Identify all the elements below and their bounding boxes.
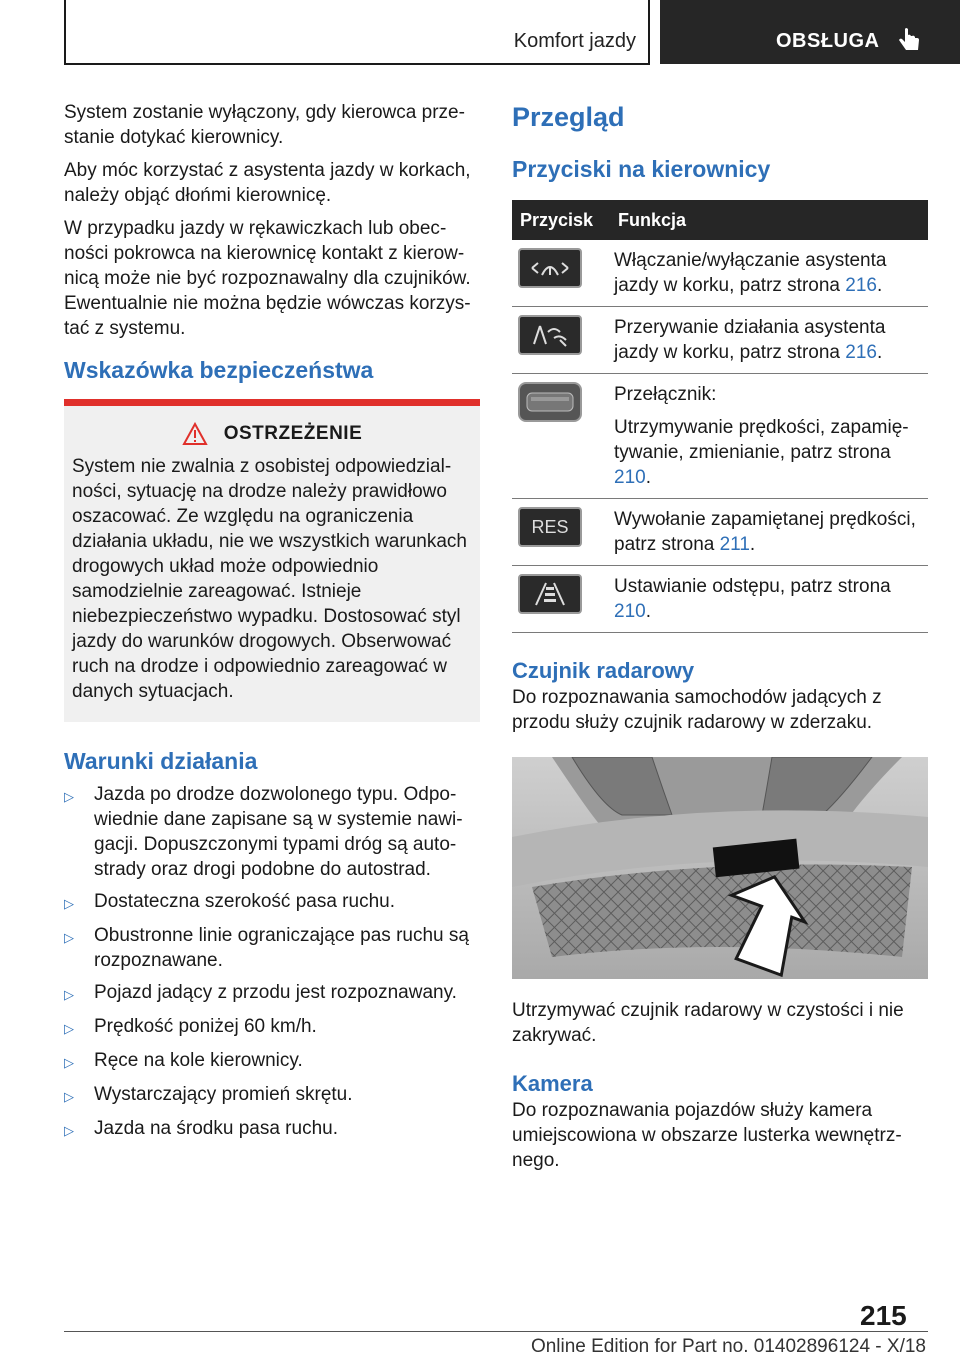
paragraph-deactivation: System zostanie wyłączony, gdy kierowca przestanie dotykać kierownicy.	[64, 102, 465, 148]
conditions-list	[64, 782, 480, 1143]
radar-sensor-photo	[512, 757, 928, 979]
hand-pointer-icon	[894, 26, 924, 56]
warning-header	[72, 422, 472, 446]
steering-assist-icon	[518, 248, 582, 288]
bullet-triangle-icon: ▷	[64, 987, 74, 1002]
steering-assist-interrupt-icon	[518, 315, 582, 355]
list-item: ▷ Dostateczna szerokość pasa ruchu.	[64, 889, 480, 916]
buttons-table	[512, 200, 928, 633]
warning-box	[64, 399, 480, 722]
footer-edition: Online Edition for Part no. 01402896124 - X/18	[530, 1336, 926, 1357]
header-chapter-tab[interactable]	[660, 0, 960, 64]
page-link[interactable]: 216	[845, 275, 877, 296]
buttons-heading: Przyciski na kierownicy	[512, 156, 771, 182]
bullet-triangle-icon: ▷	[64, 930, 74, 945]
table-header-row	[512, 200, 928, 240]
overview-heading: Przegląd	[512, 102, 625, 132]
rocker-switch-icon	[518, 382, 582, 422]
warning-title: OSTRZEŻENIE	[223, 423, 363, 444]
safety-heading: Wskazówka bezpieczeństwa	[64, 357, 374, 383]
list-item: ▷ Prędkość poniżej 60 km/h.	[64, 1014, 480, 1041]
radar-text: Do rozpoznawania samochodów jadących z przodu służy czujnik radarowy w zderzaku.	[512, 687, 882, 733]
page-link[interactable]: 211	[719, 534, 750, 555]
header-chapter-label: OBSŁUGA	[776, 30, 880, 52]
distance-setting-icon	[518, 574, 582, 614]
page-link[interactable]: 210	[614, 467, 646, 488]
list-item: ▷ Obustronne linie ograniczające pas ruchu są rozpoznawane.	[64, 925, 469, 971]
header-section-title: Komfort jazdy	[513, 30, 636, 52]
paragraph-hands-on: Aby móc korzystać z asystenta jazdy w korkach, należy objąć dłońmi kierownicę.	[64, 160, 471, 206]
table-row: Włączanie/wyłączanie asystenta jazdy w korku, patrz strona 216.	[512, 240, 928, 307]
camera-heading: Kamera	[512, 1071, 593, 1096]
page-number: 215	[860, 1300, 907, 1331]
bullet-triangle-icon: ▷	[64, 1123, 74, 1138]
bullet-triangle-icon: ▷	[64, 789, 74, 804]
warning-triangle-icon	[182, 422, 208, 446]
bullet-triangle-icon: ▷	[64, 1021, 74, 1036]
header-rule-right	[648, 0, 650, 64]
radar-heading: Czujnik radarowy	[512, 658, 695, 683]
warning-text: System nie zwalnia z osobistej odpowiedzialności, sytuację na drodze należy prawidłowo oszacować. Ze względu na ograniczenia działania układu, nie we wszystkich warunkach drogowych układ może odpowiednio samodzielnie zareagować. Istnieje niebezpieczeństwo wypadku. Dostosować styl jazdy do warunków drogowych. Obserwować ruch na drodze i odpowiednio zareagować w danych sytuacjach.	[72, 456, 467, 702]
header-rule-bottom	[64, 63, 650, 65]
list-item: ▷ Pojazd jadący z przodu jest rozpoznawany.	[64, 980, 480, 1007]
bullet-triangle-icon: ▷	[64, 896, 74, 911]
table-row: Przełącznik: Utrzymywanie prędkości, zapamiętywanie, zmienianie, patrz strona 210.	[512, 374, 928, 499]
page-link[interactable]: 210	[614, 601, 646, 622]
list-item: ▷ Jazda po drodze dozwolonego typu. Odpowiednie dane zapisane są w systemie nawigacji. Dopuszczonymi typami dróg są autostrady oraz drogi podobne do autostrad.	[64, 784, 463, 880]
table-row: Ustawianie odstępu, patrz strona 210.	[512, 566, 928, 633]
header-rule-left	[64, 0, 66, 64]
list-item: ▷ Wystarczający promień skrętu.	[64, 1082, 480, 1109]
table-row: RES Wywołanie zapamiętanej prędkości, patrz strona 211.	[512, 499, 928, 566]
paragraph-gloves: W przypadku jazdy w rękawiczkach lub obecności pokrowca na kierownicę kontakt z kierownicą może nie być rozpoznawalny dla czujników. Ewentualnie nie można będzie wówczas korzystać z systemu.	[64, 218, 471, 339]
left-column	[64, 100, 480, 1150]
bullet-triangle-icon: ▷	[64, 1089, 74, 1104]
bullet-triangle-icon: ▷	[64, 1055, 74, 1070]
list-item: ▷ Jazda na środku pasa ruchu.	[64, 1116, 480, 1143]
camera-text: Do rozpoznawania pojazdów służy kamera umiejscowiona w obszarze lusterka wewnętrznego.	[512, 1100, 902, 1171]
conditions-heading: Warunki działania	[64, 748, 258, 774]
column-header-function: Funkcja	[610, 200, 928, 240]
right-column	[512, 100, 928, 1181]
table-row: Przerywanie działania asystenta jazdy w korku, patrz strona 216.	[512, 307, 928, 374]
res-button-icon: RES	[518, 507, 582, 547]
page-link[interactable]: 216	[845, 342, 877, 363]
list-item: ▷ Ręce na kole kierownicy.	[64, 1048, 480, 1075]
footer-rule	[64, 1331, 928, 1332]
column-header-button: Przycisk	[512, 200, 610, 240]
radar-note: Utrzymywać czujnik radarowy w czystości i nie zakrywać.	[512, 1000, 904, 1046]
